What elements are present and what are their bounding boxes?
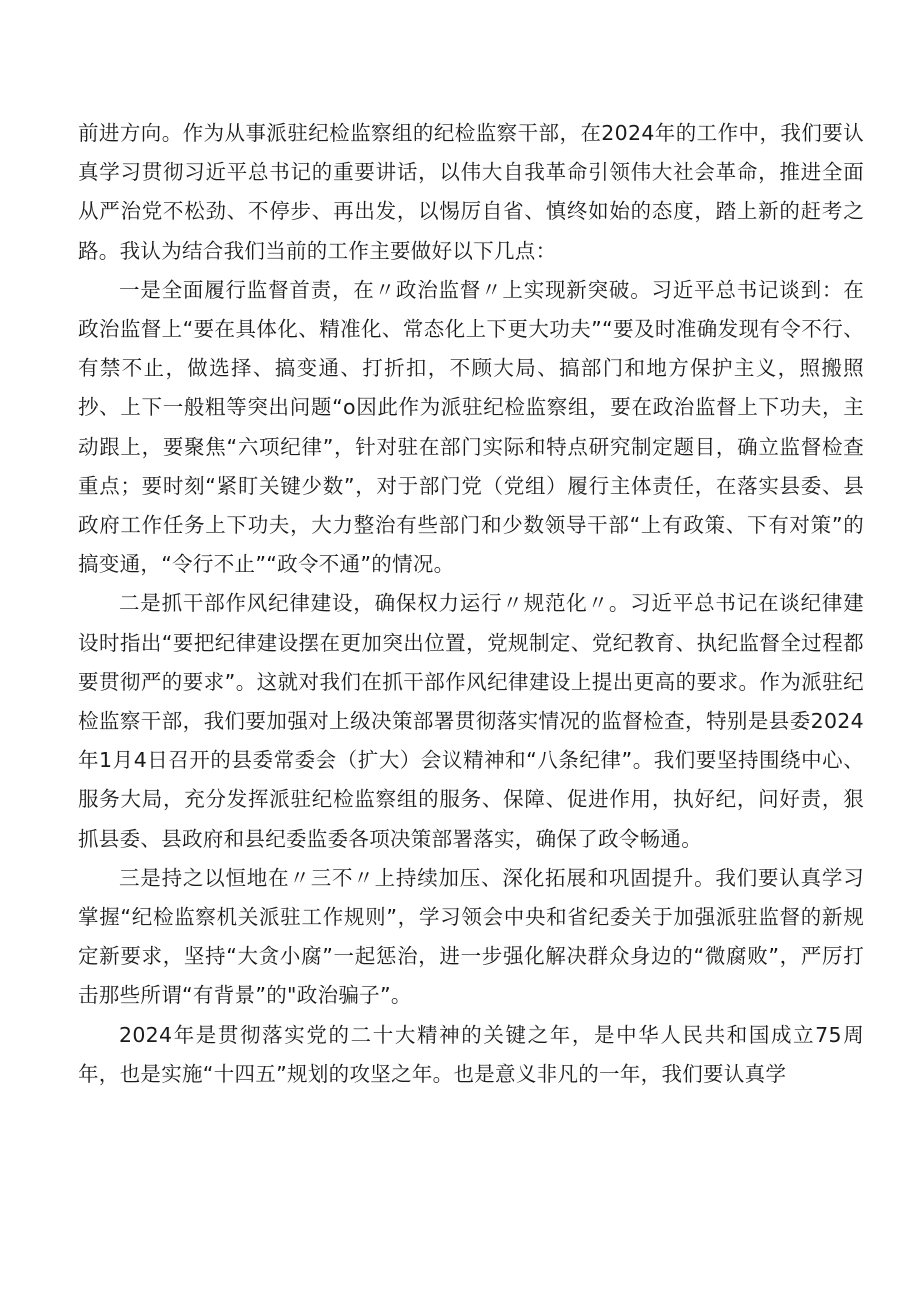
paragraph-3: 二是抓干部作风纪律建设，确保权力运行〃规范化〃。习近平总书记在谈纪律建设时指出“要把纪律建设摆在更加突出位置，党规制定、党纪教育、执纪监督全过程都要贯彻严的要求”。这就对我们在抓干部作风纪律建设上提出更高的要求。作为派驻纪检监察干部，我们要加强对上级决策部署贯彻落实情况的监督检查，特别是县委2024年1月4日召开的县委常委会（扩大）会议精神和“八条纪律”。我们要坚持围绕中心、服务大局，充分发挥派驻纪检监察组的服务、保障、促进作用，执好纪，问好责，狠抓县委、县政府和县纪委监委各项决策部署落实，确保了政令畅通。: [78, 591, 864, 851]
document-body: [78, 114, 864, 1094]
paragraph-2: 一是全面履行监督首责，在〃政治监督〃上实现新突破。习近平总书记谈到：在政治监督上“要在具体化、精准化、常态化上下更大功夫”“要及时准确发现有令不行、有禁不止，做选择、搞变通、打折扣，不顾大局、搞部门和地方保护主义，照搬照抄、上下一般粗等突出问题“o因此作为派驻纪检监察组，要在政治监督上下功夫，主动跟上，要聚焦“六项纪律”，针对驻在部门实际和特点研究制定题目，确立监督检查重点；要时刻“紧盯关键少数”，对于部门党（党组）履行主体责任，在落实县委、县政府工作任务上下功夫，大力整治有些部门和少数领导干部“上有政策、下有对策”的搞变通，“令行不止”“政令不通”的情况。: [78, 277, 864, 577]
paragraph-1: 前进方向。作为从事派驻纪检监察组的纪检监察干部，在2024年的工作中，我们要认真学习贯彻习近平总书记的重要讲话，以伟大自我革命引领伟大社会革命，推进全面从严治党不松劲、不停步、再出发，以惕厉自省、慎终如始的态度，踏上新的赶考之路。我认为结合我们当前的工作主要做好以下几点：: [78, 121, 864, 263]
paragraph-5: 2024年是贯彻落实党的二十大精神的关键之年，是中华人民共和国成立75周年，也是实施“十四五”规划的攻坚之年。也是意义非凡的一年，我们要认真学: [78, 1022, 864, 1086]
paragraph-4: 三是持之以恒地在〃三不〃上持续加压、深化拓展和巩固提升。我们要认真学习掌握“纪检监察机关派驻工作规则”，学习领会中央和省纪委关于加强派驻监督的新规定新要求，坚持“大贪小腐”一起惩治，进一步强化解决群众身边的“微腐败”，严厉打击那些所谓“有背景”的"政治骗子”。: [78, 865, 864, 1008]
